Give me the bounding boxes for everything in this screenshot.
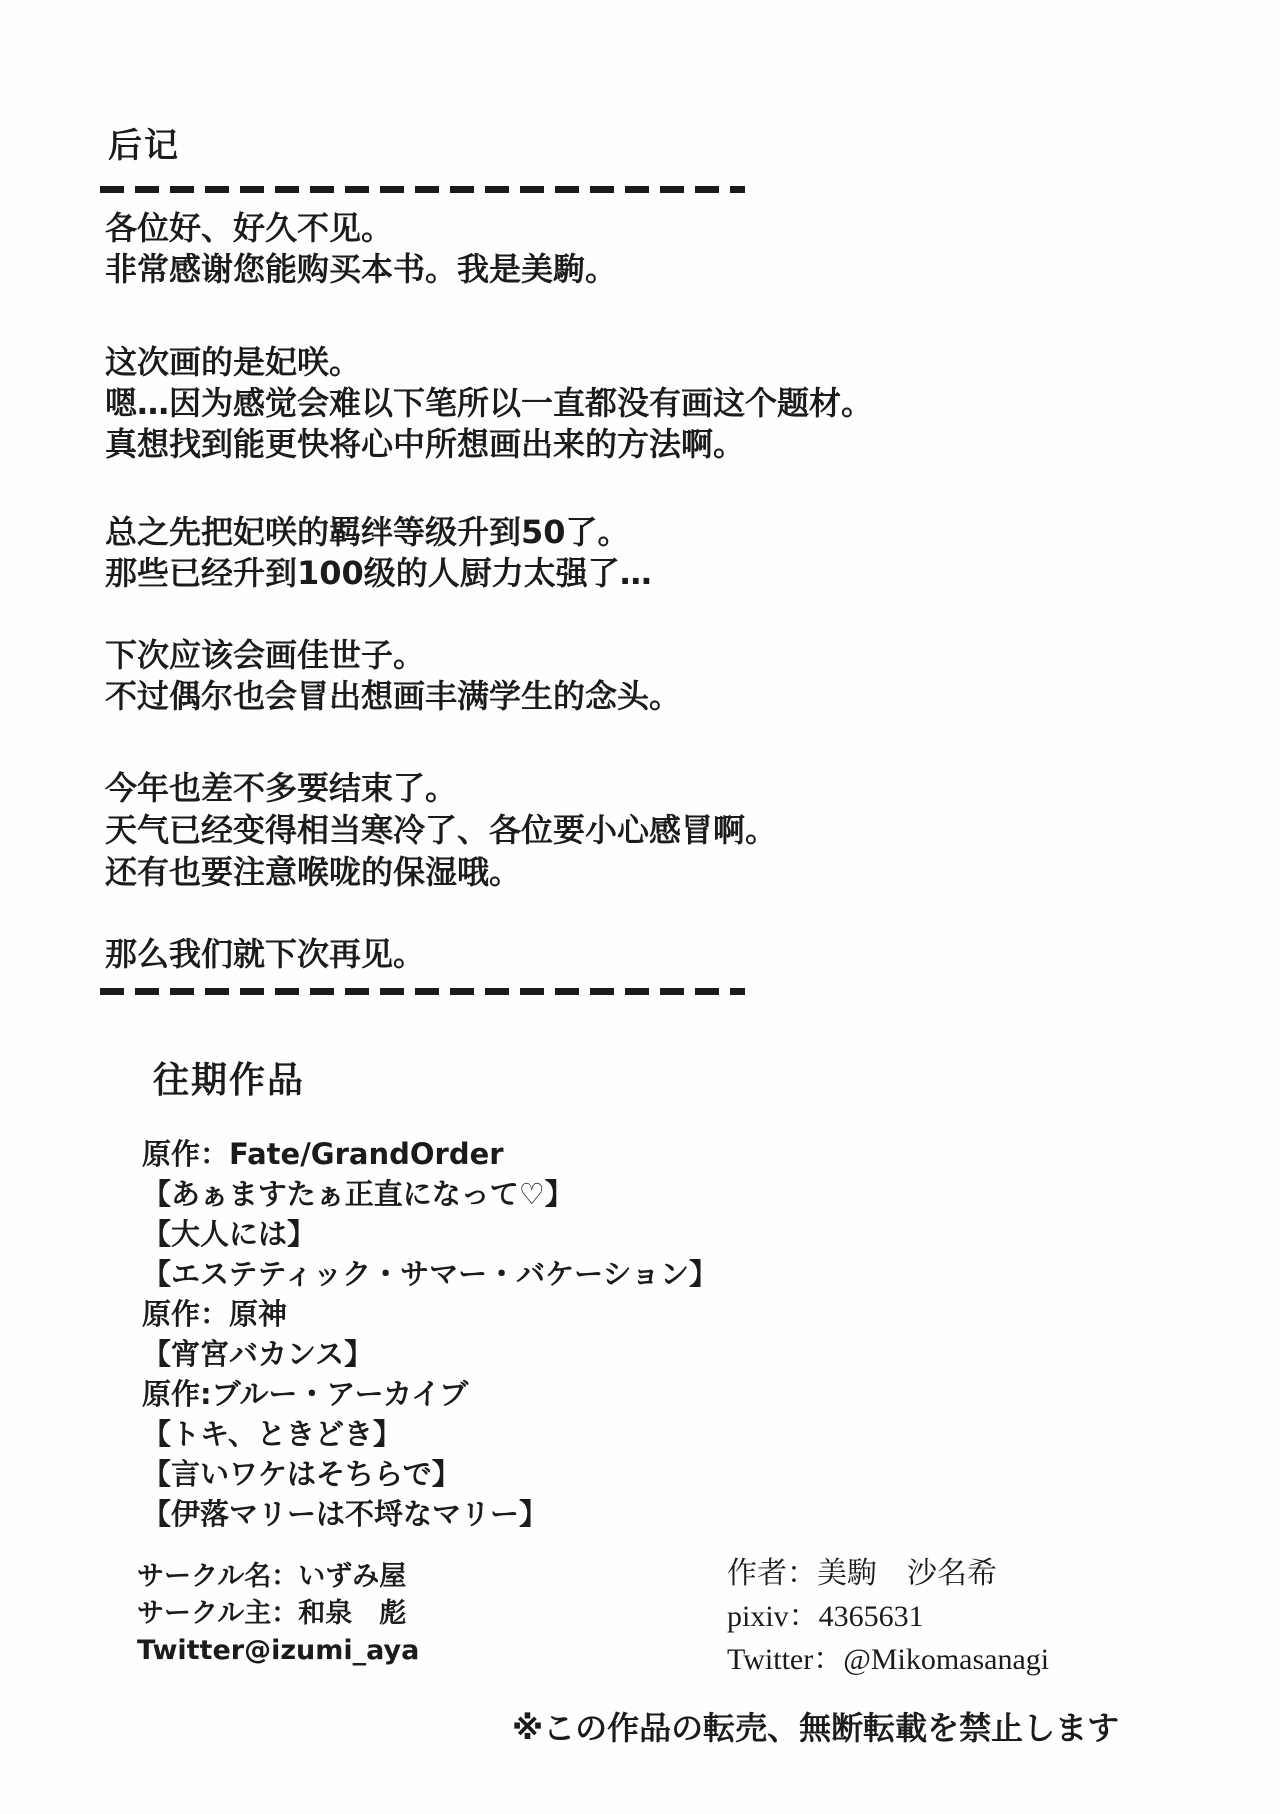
past-work-item: 原作：Fate/GrandOrder: [142, 1137, 504, 1171]
past-work-item: 原作:ブルー・アーカイブ: [142, 1377, 469, 1411]
afterword-paragraph-subject: [105, 342, 873, 465]
afterword-paragraph-farewell: [105, 934, 425, 975]
afterword-line: 各位好、好久不见。: [105, 209, 394, 247]
afterword-line: 那些已经升到100级的人厨力太强了…: [105, 554, 652, 592]
past-work-item: 【エステティック・サマー・バケーション】: [142, 1257, 718, 1291]
afterword-paragraph-year-end: [105, 767, 777, 893]
circle-owner: サークル主：和泉 彪: [137, 1598, 407, 1629]
divider-bottom: [100, 988, 745, 995]
past-work-item: 【トキ、ときどき】: [142, 1417, 402, 1451]
afterword-paragraph-greeting: [105, 208, 617, 290]
past-work-item: 【伊落マリーは不埒なマリー】: [142, 1497, 549, 1531]
author-name: 作者：美駒 沙名希: [727, 1557, 997, 1590]
afterword-paragraph-bond-level: [105, 512, 652, 594]
afterword-line: 下次应该会画佳世子。: [105, 636, 426, 674]
past-work-item: 原作：原神: [142, 1297, 288, 1331]
past-work-item: 【言いワケはそちらで】: [142, 1457, 461, 1491]
author-credits: [727, 1552, 1049, 1681]
afterword-line: 天气已经变得相当寒冷了、各位要小心感冒啊。: [105, 811, 778, 849]
afterword-paragraph-next-work: [105, 635, 681, 717]
no-resale-notice: ※この作品の転売、無断転載を禁止します: [512, 1709, 1120, 1747]
afterword-line: 那么我们就下次再见。: [105, 935, 426, 973]
past-work-item: 【宵宮バカンス】: [142, 1337, 374, 1371]
afterword-line: 今年也差不多要结束了。: [105, 769, 458, 807]
divider-top: [100, 186, 745, 193]
afterword-line: 真想找到能更快将心中所想画出来的方法啊。: [105, 425, 746, 463]
circle-credits: [137, 1558, 419, 1669]
afterword-line: 这次画的是妃咲。: [105, 343, 362, 381]
afterword-line: 不过偶尔也会冒出想画丰满学生的念头。: [105, 677, 682, 715]
past-work-item: 【あぁますたぁ正直になって♡】: [142, 1177, 574, 1211]
past-works-list: [142, 1134, 718, 1534]
afterword-line: 还有也要注意喉咙的保湿哦。: [105, 853, 522, 891]
circle-name: サークル名：いずみ屋: [137, 1561, 407, 1592]
past-works-heading: 往期作品: [153, 1060, 306, 1101]
afterword-line: 非常感谢您能购买本书。我是美駒。: [105, 250, 618, 288]
circle-twitter-handle: Twitter@izumi_aya: [137, 1635, 420, 1666]
past-work-item: 【大人には】: [142, 1217, 317, 1251]
afterword-line: 总之先把妃咲的羁绊等级升到50了。: [105, 513, 630, 551]
afterword-line: 嗯…因为感觉会难以下笔所以一直都没有画这个题材。: [105, 384, 874, 422]
author-twitter-handle: Twitter：@Mikomasanagi: [727, 1643, 1050, 1676]
page-title: 后记: [108, 126, 180, 166]
author-pixiv-id: pixiv：4365631: [727, 1600, 924, 1633]
